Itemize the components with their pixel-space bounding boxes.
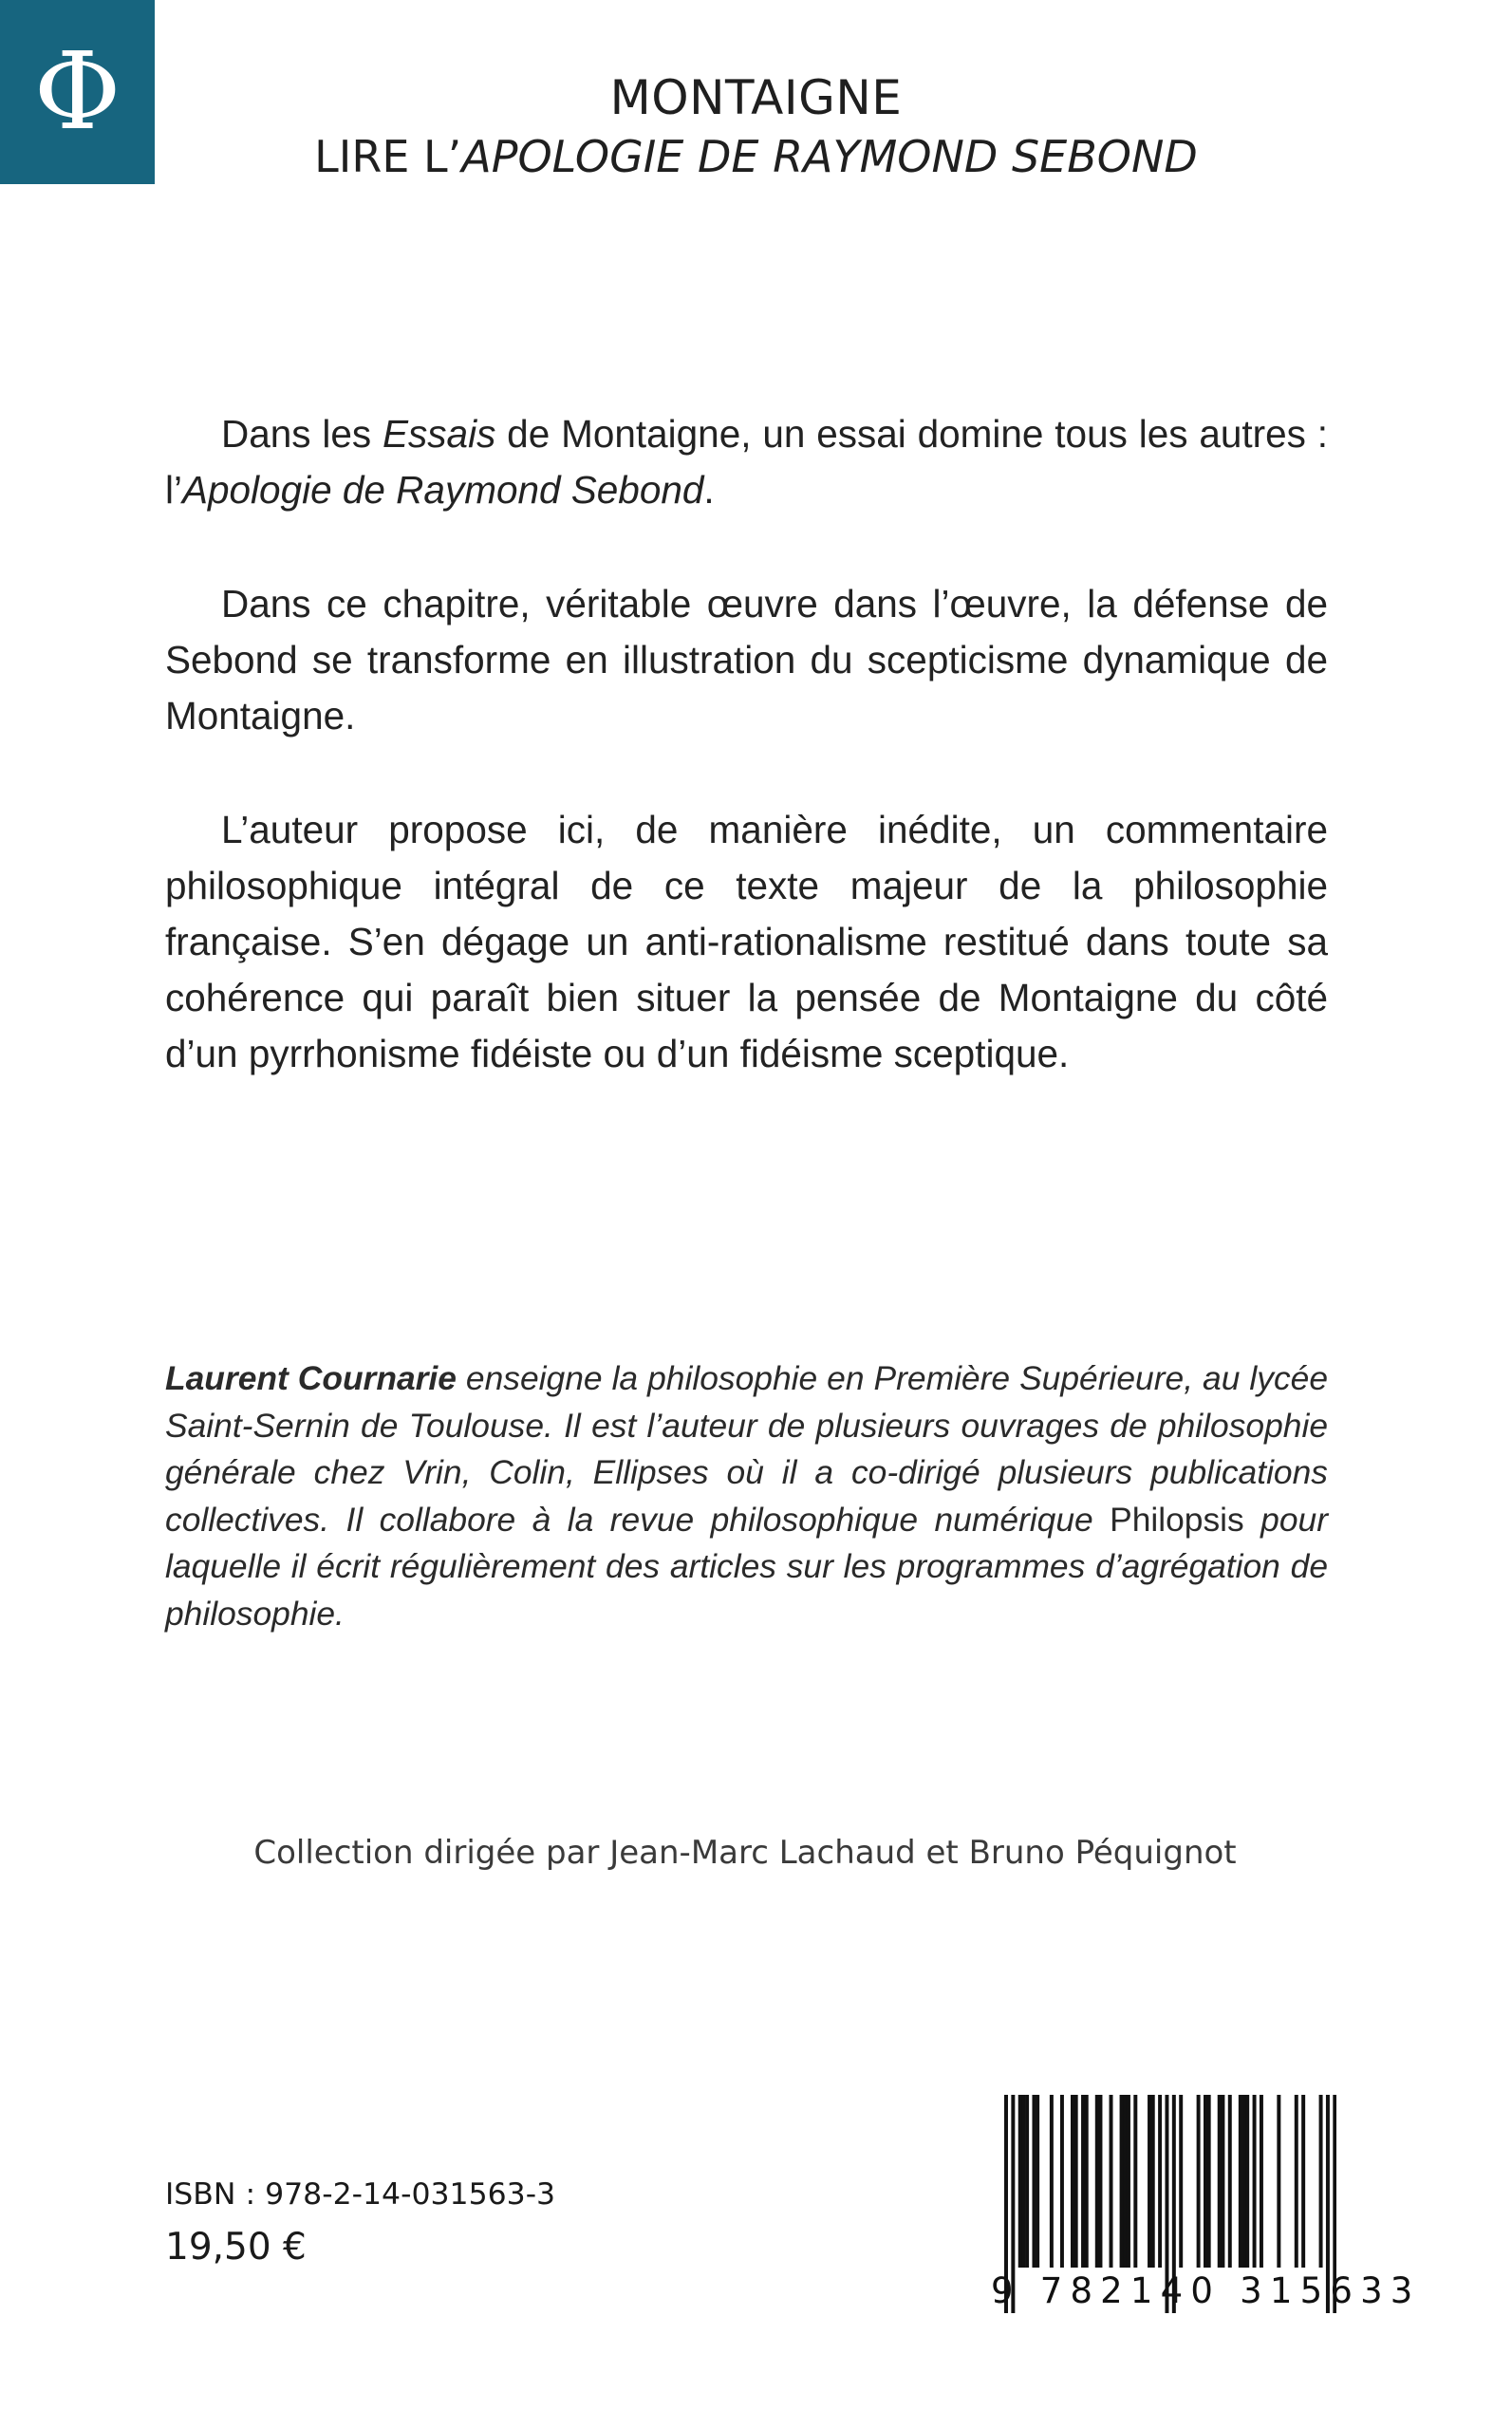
- barcode-bar: [1277, 2095, 1280, 2268]
- barcode-bar: [1245, 2095, 1249, 2268]
- author-bio: [165, 1355, 1328, 1637]
- blurb-text: Dans ce chapitre, véritable œuvre dans l’œuvre, la défense de Sebond se transforme en illustration du scepticisme dynamique de Montaigne.: [165, 582, 1328, 738]
- barcode-bar: [1110, 2095, 1113, 2268]
- phi-icon: Φ: [33, 30, 121, 154]
- barcode-bar: [1095, 2095, 1099, 2268]
- barcode-bar: [1018, 2095, 1022, 2268]
- book-title: [0, 68, 1512, 186]
- barcode-bar: [1036, 2095, 1039, 2268]
- barcode-bar: [1071, 2095, 1074, 2268]
- barcode-bar: [1151, 2095, 1155, 2268]
- barcode-bar: [1204, 2095, 1207, 2268]
- barcode-bar: [1218, 2095, 1222, 2268]
- barcode-bar: [1050, 2095, 1054, 2268]
- author-name: Laurent Cournarie: [165, 1359, 457, 1397]
- title-work-italic: APOLOGIE DE RAYMOND SEBOND: [461, 131, 1198, 182]
- blurb-paragraph-2: [165, 576, 1328, 744]
- barcode-bar: [1207, 2095, 1211, 2268]
- barcode-bar: [1060, 2095, 1064, 2268]
- blurb-text: de Montaigne, un essai domine tous les autres : l’: [165, 412, 1328, 512]
- price: 19,50 €: [165, 2226, 307, 2269]
- barcode-bar: [1158, 2095, 1162, 2268]
- blurb-text: L’auteur propose ici, de manière inédite, un commentaire philosophique intégral de ce texte majeur de la philosophie française. S’en dégage un anti-rationalisme restitué dans toute sa cohérence qui paraît bien situer la pensée de Montaigne du côté d’un pyrrhonisme fidéiste ou d’un fidéisme sceptique.: [165, 808, 1328, 1075]
- title-author: MONTAIGNE: [609, 70, 903, 125]
- essais-italic: Essais: [383, 412, 496, 456]
- barcode-bar: [1197, 2095, 1201, 2268]
- barcode-bar: [1239, 2095, 1242, 2268]
- blurb-paragraph-1: [165, 406, 1328, 518]
- barcode-bar: [1253, 2095, 1257, 2268]
- apologie-italic: Apologie de Raymond Sebond: [182, 468, 704, 512]
- barcode-bar: [1221, 2095, 1224, 2268]
- barcode-bar: [1301, 2095, 1305, 2268]
- journal-name: Philopsis: [1110, 1500, 1244, 1539]
- barcode-bar: [1085, 2095, 1089, 2268]
- blurb-text: .: [703, 468, 715, 512]
- author-bio-text: enseigne la philosophie en Première Supérieure, au lycée Saint-Sernin de Toulouse. Il est l’auteur de plusieurs ouvrages de philosophie générale chez Vrin, Colin, Ellipses où il a co-dirigé plusieurs publications collectives. Il collabore à la revue philosophique numérique: [165, 1359, 1329, 1539]
- barcode-bar: [1242, 2095, 1246, 2268]
- blurb-paragraph-3: [165, 802, 1328, 1082]
- barcode-bar: [1025, 2095, 1029, 2268]
- isbn: ISBN : 978-2-14-031563-3: [165, 2177, 556, 2212]
- barcode-bar: [1120, 2095, 1124, 2268]
- blurb-text: Dans les: [221, 412, 383, 456]
- barcode-bar: [1295, 2095, 1298, 2268]
- title-prefix: LIRE L’: [314, 131, 462, 182]
- barcode-bar: [1260, 2095, 1263, 2268]
- author-bio-text: pour laquelle il écrit régulièrement des articles sur les programmes d’agrégation de philosophie.: [165, 1500, 1328, 1633]
- barcode-bar: [1081, 2095, 1085, 2268]
- barcode-bar: [1123, 2095, 1127, 2268]
- barcode-bar: [1098, 2095, 1102, 2268]
- barcode-bar: [1074, 2095, 1078, 2268]
- barcode-bar: [1133, 2095, 1137, 2268]
- barcode-digits: 9 782140 315633: [991, 2270, 1421, 2311]
- title-work: [0, 127, 1512, 186]
- barcode-bar: [1148, 2095, 1151, 2268]
- barcode-bar: [1021, 2095, 1025, 2268]
- barcode-bar: [1319, 2095, 1323, 2268]
- collection-credit: Collection dirigée par Jean-Marc Lachaud et Bruno Péquignot: [253, 1834, 1237, 1872]
- barcode-bar: [1179, 2095, 1183, 2268]
- barcode-bar: [1127, 2095, 1130, 2268]
- barcode-bar: [1228, 2095, 1232, 2268]
- barcode-bar: [1032, 2095, 1036, 2268]
